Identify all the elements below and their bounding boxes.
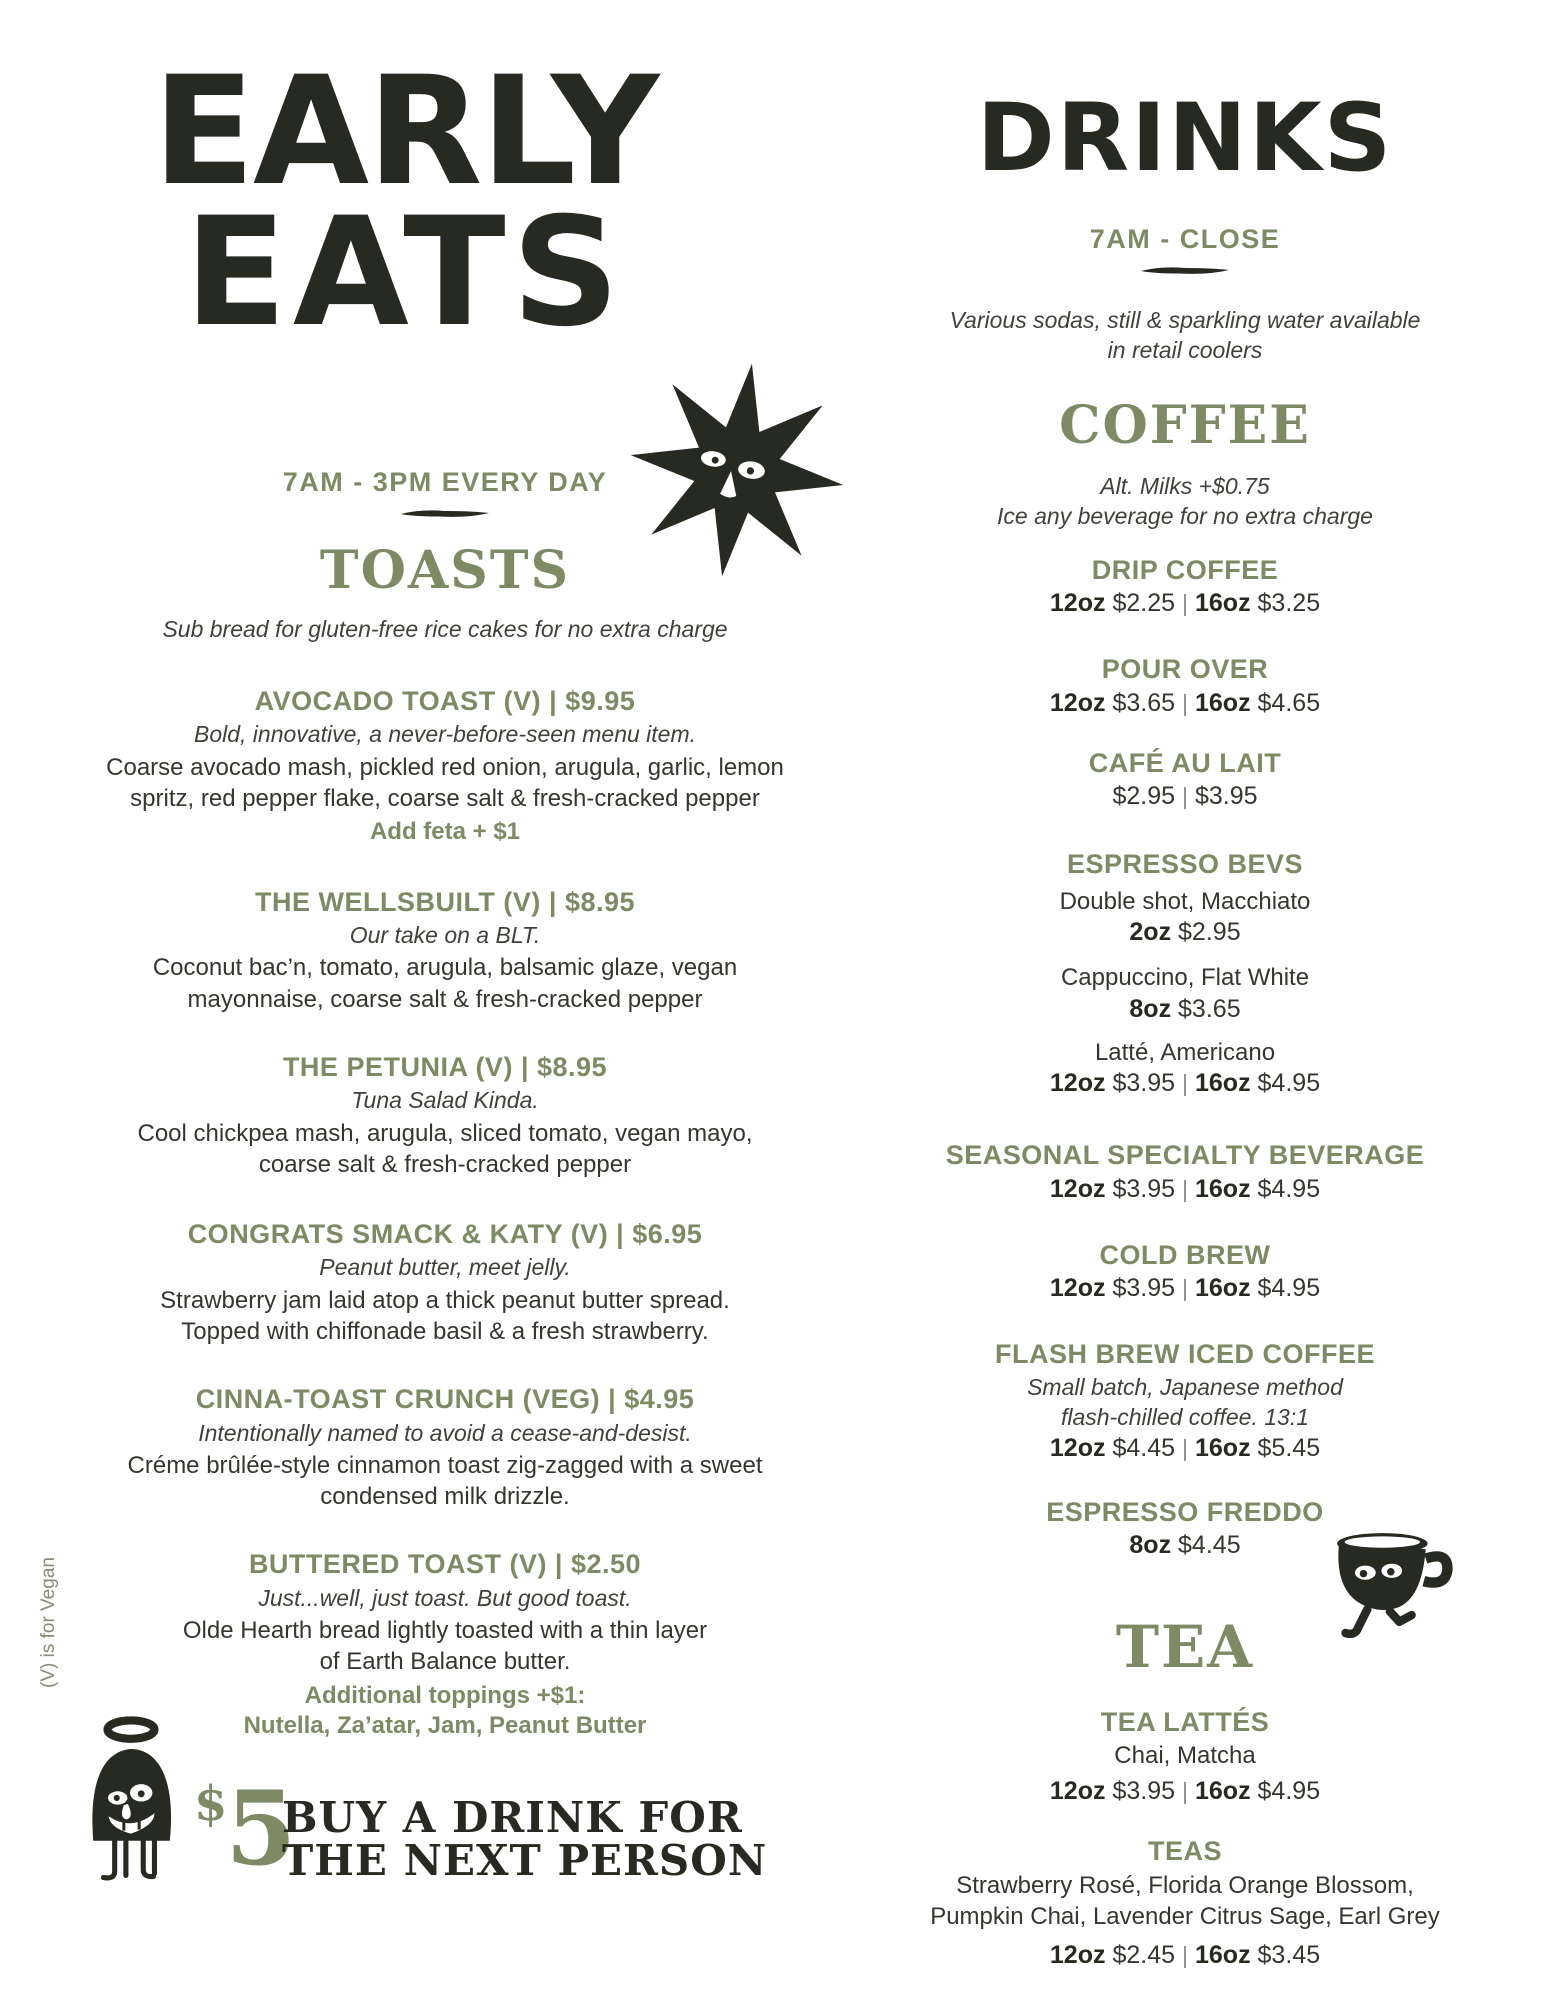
drinks-note-line: Various sodas, still & sparkling water available [949, 307, 1421, 333]
drink-name: ESPRESSO FREDDO [1046, 1496, 1324, 1527]
price-size: 12oz [1049, 1941, 1106, 1970]
price-size: 16oz [1194, 1941, 1251, 1970]
menu-item-addon: Nutella, Za’atar, Jam, Peanut Butter [243, 1712, 647, 1740]
drinks-hours: 7AM - CLOSE [1089, 224, 1281, 254]
vegan-legend-note: (V) is for Vegan [38, 1557, 59, 1688]
title-line-eats: EATS [184, 186, 626, 360]
price-line [885, 1433, 1485, 1464]
price-amount: $4.95 [1257, 1777, 1321, 1806]
menu-item-name: AVOCADO TOAST (V) | $9.95 [254, 685, 636, 716]
drink-variant: Cappuccino, Flat White [1060, 964, 1310, 992]
price-line [885, 994, 1485, 1025]
menu-item-tagline: Tuna Salad Kinda. [351, 1087, 539, 1114]
price-amount: $2.95 [1178, 918, 1241, 947]
drink-desc-line: Chai, Matcha [1114, 1741, 1256, 1769]
menu-item-tagline: Peanut butter, meet jelly. [319, 1254, 571, 1281]
price-amount: $2.95 [1112, 782, 1175, 811]
price-line [885, 1776, 1485, 1807]
price-amount: $3.65 [1178, 994, 1241, 1023]
price-amount: $3.95 [1112, 1777, 1175, 1806]
price-separator: | [1182, 1069, 1188, 1096]
price-size: 12oz [1049, 1274, 1106, 1303]
price-line [885, 1068, 1485, 1099]
price-amount: $2.45 [1112, 1941, 1175, 1970]
drink-name: FLASH BREW ICED COFFEE [995, 1339, 1375, 1370]
drink-name: TEAS [1147, 1836, 1222, 1867]
price-size: 16oz [1194, 1068, 1251, 1097]
price-separator: | [1182, 689, 1188, 716]
drink-entry-teas [885, 1835, 1485, 1971]
drink-name: COLD BREW [1099, 1239, 1271, 1270]
menu-item-name: CINNA-TOAST CRUNCH (VEG) | $4.95 [195, 1384, 695, 1415]
drink-variant: Double shot, Macchiato [1059, 887, 1311, 915]
menu-item-name: CONGRATS SMACK & KATY (V) | $6.95 [187, 1218, 703, 1249]
drinks-title: DRINKS [976, 84, 1394, 193]
menu-item-desc-line: Coarse avocado mash, pickled red onion, arugula, garlic, lemon [106, 753, 784, 781]
drink-name: ESPRESSO BEVS [1066, 849, 1304, 880]
menu-item-petunia [85, 1051, 805, 1180]
price-separator: | [1182, 1942, 1188, 1969]
menu-item-desc-line: mayonnaise, coarse salt & fresh-cracked pepper [187, 985, 703, 1013]
menu-item-tagline: Just...well, just toast. But good toast. [258, 1584, 632, 1611]
coffee-note-line: Ice any beverage for no extra charge [997, 502, 1373, 529]
menu-item-desc-line: coarse salt & fresh-cracked pepper [258, 1150, 632, 1178]
menu-item-name: THE WELLSBUILT (V) | $8.95 [254, 886, 636, 917]
menu-item-tagline: Our take on a BLT. [349, 921, 541, 948]
menu-item-addon: Additional toppings +$1: [304, 1681, 586, 1709]
price-size: 12oz [1049, 1777, 1106, 1806]
price-line [885, 588, 1485, 619]
promo-message [282, 1793, 768, 1885]
price-amount: $4.45 [1112, 1433, 1175, 1462]
price-separator: | [1182, 1275, 1188, 1302]
price-size: 8oz [1129, 1531, 1172, 1560]
price-amount: $3.65 [1112, 688, 1175, 717]
drink-entry-cold-brew [885, 1239, 1485, 1305]
walking-teacup-icon [1322, 1518, 1454, 1650]
price-line [885, 917, 1485, 948]
menu-item-desc-line: Topped with chiffonade basil & a fresh strawberry. [181, 1317, 709, 1345]
menu-item-desc-line: Cool chickpea mash, arugula, sliced tomato, vegan mayo, [137, 1119, 753, 1147]
menu-item-avocado-toast [85, 685, 805, 848]
promo-line-2: THE NEXT PERSON [282, 1835, 768, 1885]
menu-item-desc-line: Olde Hearth bread lightly toasted with a thin layer [182, 1617, 708, 1645]
angel-character-icon [80, 1714, 182, 1888]
drink-entry-seasonal-specialty [885, 1139, 1485, 1205]
price-line [885, 781, 1485, 812]
drink-variant: Latté, Americano [1094, 1038, 1276, 1066]
toasts-heading: TOASTS [319, 540, 571, 601]
menu-item-addon: Add feta + $1 [369, 818, 521, 846]
price-line [885, 1940, 1485, 1971]
price-size: 2oz [1129, 918, 1172, 947]
promo-amount-value: 5 [225, 1769, 297, 1889]
price-size: 12oz [1049, 1174, 1106, 1203]
drink-entry-espresso-bevs [885, 848, 1485, 1099]
price-separator: | [1182, 783, 1188, 810]
drink-entry-cafe-au-lait [885, 747, 1485, 813]
menu-item-congrats-smack-katy [85, 1218, 805, 1347]
menu-item-tagline: Bold, innovative, a never-before-seen menu item. [193, 721, 697, 748]
title-line-early: EARLY [152, 45, 658, 219]
price-size: 16oz [1194, 1433, 1251, 1462]
coffee-note-line: Alt. Milks +$0.75 [1100, 472, 1270, 499]
price-line [885, 1273, 1485, 1304]
price-amount: $3.95 [1112, 1174, 1175, 1203]
coffee-heading: COFFEE [1059, 394, 1311, 456]
price-amount: $4.95 [1257, 1274, 1321, 1303]
price-size: 8oz [1129, 994, 1172, 1023]
menu-item-tagline: Intentionally named to avoid a cease-and-desist. [198, 1419, 692, 1446]
menu-item-cinna-toast-crunch [85, 1383, 805, 1512]
menu-item-buttered-toast [85, 1548, 805, 1741]
drink-name: TEA LATTÉS [1100, 1706, 1270, 1737]
price-separator: | [1182, 589, 1188, 616]
menu-item-name: THE PETUNIA (V) | $8.95 [282, 1051, 608, 1082]
price-size: 16oz [1194, 1777, 1251, 1806]
promo-line-1: BUY A DRINK FOR [282, 1793, 743, 1842]
drink-entry-pour-over [885, 653, 1485, 719]
menu-item-desc-line: condensed milk drizzle. [320, 1483, 570, 1511]
menu-item-desc-line: Strawberry jam laid atop a thick peanut butter spread. [160, 1286, 730, 1314]
menu-item-desc-line: Coconut bac’n, tomato, arugula, balsamic glaze, vegan [152, 954, 738, 982]
price-amount: $3.95 [1112, 1274, 1175, 1303]
drinks-column [885, 72, 1485, 1971]
price-amount: $2.25 [1112, 588, 1175, 617]
drink-desc-line: Strawberry Rosé, Florida Orange Blossom, [956, 1871, 1414, 1899]
menu-item-desc-line: Créme brûlée-style cinnamon toast zig-zagged with a sweet [127, 1452, 763, 1479]
price-amount: $4.95 [1257, 1068, 1321, 1097]
price-size: 12oz [1049, 588, 1106, 617]
drink-note-line: Small batch, Japanese method [1027, 1373, 1343, 1400]
early-eats-column [85, 467, 805, 1742]
menu-item-name: BUTTERED TOAST (V) | $2.50 [248, 1549, 642, 1580]
drink-entry-flash-brew [885, 1338, 1485, 1463]
drink-desc-line: Pumpkin Chai, Lavender Citrus Sage, Earl Grey [930, 1902, 1440, 1930]
tea-heading: TEA [1115, 1612, 1255, 1681]
price-amount: $3.95 [1112, 1068, 1175, 1097]
price-amount: $3.25 [1257, 588, 1321, 617]
price-size: 12oz [1049, 1068, 1106, 1097]
price-separator: | [1182, 1434, 1188, 1461]
price-amount: $5.45 [1257, 1433, 1321, 1462]
drink-name: DRIP COFFEE [1091, 554, 1279, 585]
price-separator: | [1182, 1778, 1188, 1805]
drink-name: SEASONAL SPECIALTY BEVERAGE [945, 1140, 1425, 1171]
early-eats-title [60, 45, 750, 360]
brush-underline-icon [399, 508, 491, 519]
menu-item-wellsbuilt [85, 886, 805, 1015]
promo-dollar-sign: $ [194, 1776, 226, 1832]
drink-entry-tea-lattes [885, 1706, 1485, 1808]
price-size: 16oz [1194, 588, 1251, 617]
brush-underline-icon [1139, 265, 1231, 276]
toasts-note: Sub bread for gluten-free rice cakes for no extra charge [162, 616, 728, 642]
menu-item-desc-line: spritz, red pepper flake, coarse salt & fresh-cracked pepper [130, 784, 760, 812]
price-amount: $4.95 [1257, 1174, 1321, 1203]
price-size: 12oz [1049, 1433, 1106, 1462]
drink-name: CAFÉ AU LAIT [1088, 747, 1282, 778]
price-line [885, 1174, 1485, 1205]
drinks-note-line: in retail coolers [1107, 336, 1263, 363]
price-amount: $3.95 [1194, 782, 1258, 811]
price-size: 16oz [1194, 1274, 1251, 1303]
drink-entry-drip-coffee [885, 554, 1485, 620]
price-amount: $4.65 [1257, 688, 1321, 717]
price-line [885, 688, 1485, 719]
price-size: 16oz [1194, 1174, 1251, 1203]
price-size: 16oz [1194, 688, 1251, 717]
left-hours: 7AM - 3PM EVERY DAY [282, 467, 608, 497]
price-size: 12oz [1049, 688, 1106, 717]
drink-name: POUR OVER [1101, 654, 1269, 685]
menu-item-desc-line: of Earth Balance butter. [319, 1648, 571, 1676]
price-separator: | [1182, 1175, 1188, 1202]
price-amount: $4.45 [1178, 1531, 1241, 1560]
price-amount: $3.45 [1257, 1941, 1321, 1970]
drink-note-line: flash-chilled coffee. 13:1 [1060, 1403, 1310, 1430]
